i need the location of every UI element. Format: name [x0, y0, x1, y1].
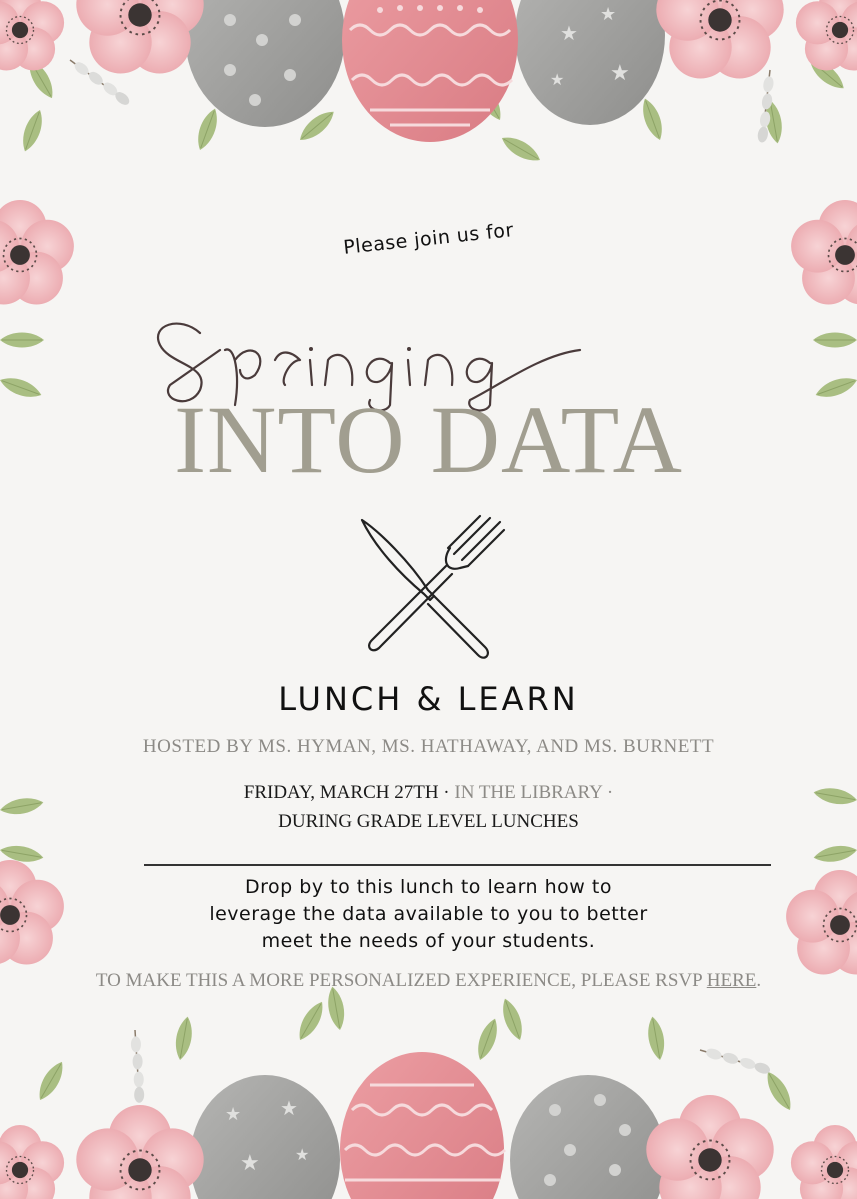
svg-text:★: ★ [225, 1104, 242, 1125]
lead-in-label: Please join us for [342, 219, 515, 259]
main-title: INTO DATA [174, 386, 683, 493]
svg-text:★: ★ [560, 21, 578, 45]
event-type: LUNCH & LEARN [278, 680, 579, 718]
rsvp-period: . [756, 970, 762, 991]
svg-text:★: ★ [550, 70, 565, 89]
description-line: meet the needs of your students. [261, 930, 596, 952]
svg-text:★: ★ [610, 61, 630, 86]
rsvp-note [0, 970, 857, 992]
svg-text:★: ★ [240, 1151, 260, 1176]
top-eggs [185, 0, 665, 142]
divider-line [144, 864, 771, 866]
script-title-text [0, 323, 857, 369]
description [0, 874, 857, 955]
svg-text:★: ★ [295, 1145, 310, 1164]
rsvp-link[interactable]: HERE [706, 970, 757, 991]
event-location: IN THE LIBRARY · [454, 782, 614, 803]
event-time: DURING GRADE LEVEL LUNCHES [278, 811, 579, 832]
svg-text:★: ★ [600, 4, 617, 25]
bottom-eggs [190, 1052, 666, 1199]
rsvp-text: TO MAKE THIS A MORE PERSONALIZED EXPERIENCE, PLEASE RSVP [95, 970, 707, 991]
description-line: Drop by to this lunch to learn how to [245, 876, 612, 898]
svg-text:★: ★ [280, 1096, 298, 1120]
event-details [0, 778, 857, 836]
crossed-knife-fork-icon [350, 512, 510, 672]
lead-in-text [0, 219, 857, 259]
hosted-by: HOSTED BY MS. HYMAN, MS. HATHAWAY, AND MS. BURNETT [142, 736, 715, 757]
event-date: FRIDAY, MARCH 27TH · [243, 782, 455, 803]
description-line: leverage the data available to you to better [209, 903, 648, 925]
